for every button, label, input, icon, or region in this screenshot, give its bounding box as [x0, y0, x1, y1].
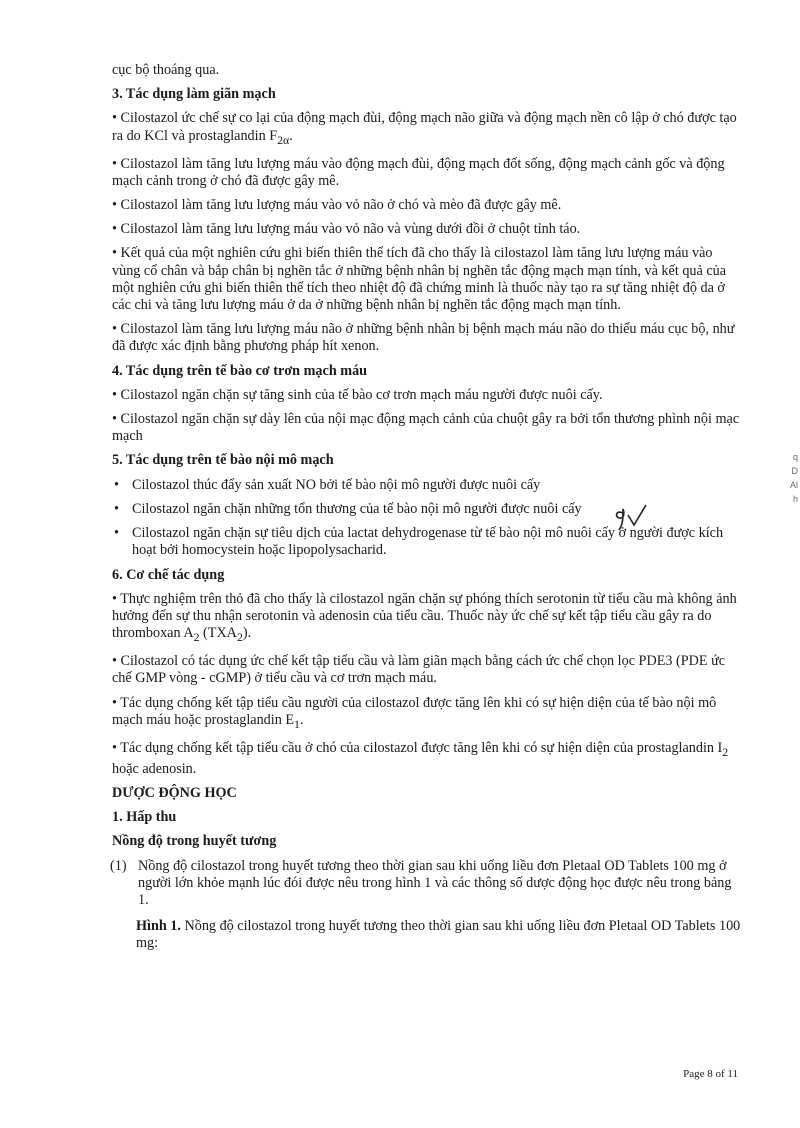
- paragraph: • Thực nghiệm trên thỏ đã cho thấy là cilostazol ngăn chặn sự phóng thích serotonin từ tiểu cầu mà không ảnh hưởng đến sự thu nhận serotonin và adenosin của tiểu cầu. Thuốc này ức chế sự kết tập tiểu cầu gây ra do thromboxan $A_2$ $(TXA_2)$.: [112, 590, 737, 644]
- numbered-item: (1) Nồng độ cilostazol trong huyết tương theo thời gian sau khi uống liều đơn Pletaal OD Tablets 100 mg ở người lớn khỏe mạnh lúc đói được nêu trong hình 1 và các thông số dược động học được nêu trong bảng 1.: [110, 857, 732, 909]
- paragraph: • Cilostazol ngăn chặn sự dày lên của nội mạc động mạch cảnh của chuột gây ra bởi tổn thương phình nội mạc mạch: [112, 411, 740, 445]
- list-item: • Cilostazol ngăn chặn những tổn thương của tế bào nội mô người được nuôi cấy: [114, 500, 582, 517]
- bullet: •: [114, 500, 119, 517]
- figure-caption: Hình 1. Nồng độ cilostazol trong huyết tương theo thời gian sau khi uống liều đơn Pletaal OD Tablets 100 mg:: [136, 918, 741, 952]
- edge-mark: Al: [789, 480, 798, 490]
- page-footer: Page 8 of 11: [683, 1068, 738, 1080]
- paragraph: • Tác dụng chống kết tập tiểu cầu người của cilostazol được tăng lên khi có sự hiện diện của tế bào nội mô mạch máu hoặc prostaglandin $E_1$.: [112, 694, 717, 731]
- paragraph: • Cilostazol ức chế sự co lại của động mạch đùi, động mạch não giữa và động mạch nền cô lập ở chó được tạo ra do KCl và prostaglandin $F_{2\alpha}$.: [112, 110, 737, 147]
- section-heading: DƯỢC ĐỘNG HỌC: [112, 785, 237, 802]
- section-heading: 3. Tác dụng làm giãn mạch: [112, 86, 276, 103]
- paragraph: • Cilostazol ngăn chặn sự tăng sinh của tế bào cơ trơn mạch máu người được nuôi cấy.: [112, 386, 603, 403]
- paragraph: cục bộ thoáng qua.: [112, 62, 220, 78]
- section-heading: 5. Tác dụng trên tế bào nội mô mạch: [112, 452, 334, 469]
- paragraph: • Kết quả của một nghiên cứu ghi biến thiên thể tích đã cho thấy là cilostazol làm tăng lưu lượng máu vào vùng cổ chân và bắp chân bị nghẽn tắc ở những bệnh nhân bị nghẽn tắc động mạch mạn tính, và kết quả của một nghiên cứu ghi biến thiên thể tích theo nhiệt độ đã chứng minh là thuốc này tạo ra sự tăng nhiệt độ da ở các chi và tăng lưu lượng máu ở da ở những bệnh nhân bị nghẽn tắc động mạch mạn tính.: [112, 245, 727, 314]
- paragraph: • Cilostazol làm tăng lưu lượng máu vào vỏ não và vùng dưới đồi ở chuột tỉnh táo.: [112, 221, 581, 238]
- list-item: • Cilostazol thúc đẩy sản xuất NO bởi tế bào nội mô người được nuôi cấy: [114, 476, 541, 493]
- edge-mark: D: [791, 466, 798, 476]
- list-item: • Cilostazol ngăn chặn sự tiêu dịch của lactat dehydrogenase từ tế bào nội mô nuôi cấy ở người được kích hoạt bởi homocystein hoặc lipopolysacharid.: [114, 525, 724, 559]
- section-heading: 4. Tác dụng trên tế bào cơ trơn mạch máu: [112, 362, 368, 379]
- paragraph: • Cilostazol làm tăng lưu lượng máu vào vỏ não ở chó và mèo đã được gây mê.: [112, 197, 562, 214]
- paragraph: • Cilostazol có tác dụng ức chế kết tập tiểu cầu và làm giãn mạch bằng cách ức chế chọn lọc PDE3 (PDE ức chế GMP vòng - cGMP) ở tiểu cầu và cơ trơn mạch máu.: [112, 653, 726, 687]
- bullet: •: [114, 476, 119, 493]
- paragraph: • Tác dụng chống kết tập tiểu cầu ở chó của cilostazol được tăng lên khi có sự hiện diện của prostaglandin $I_2$ hoặc adenosin.: [112, 739, 729, 777]
- edge-mark: q: [792, 452, 798, 462]
- edge-mark: h: [792, 494, 798, 504]
- bullet: •: [114, 525, 119, 542]
- section-heading: 1. Hấp thu: [112, 809, 177, 826]
- paragraph: • Cilostazol làm tăng lưu lượng máu vào động mạch đùi, động mạch đốt sống, động mạch cảnh gốc và động mạch cảnh trong ở chó đã được gây mê.: [112, 155, 725, 189]
- subsection-heading: Nồng độ trong huyết tương: [112, 833, 277, 850]
- section-heading: 6. Cơ chế tác dụng: [112, 566, 225, 583]
- handwritten-mark-icon: [612, 503, 652, 535]
- paragraph: • Cilostazol làm tăng lưu lượng máu não ở những bệnh nhân bị bệnh mạch máu não do thiếu máu cục bộ, như đã được xác định bằng phương pháp hít xenon.: [112, 321, 735, 355]
